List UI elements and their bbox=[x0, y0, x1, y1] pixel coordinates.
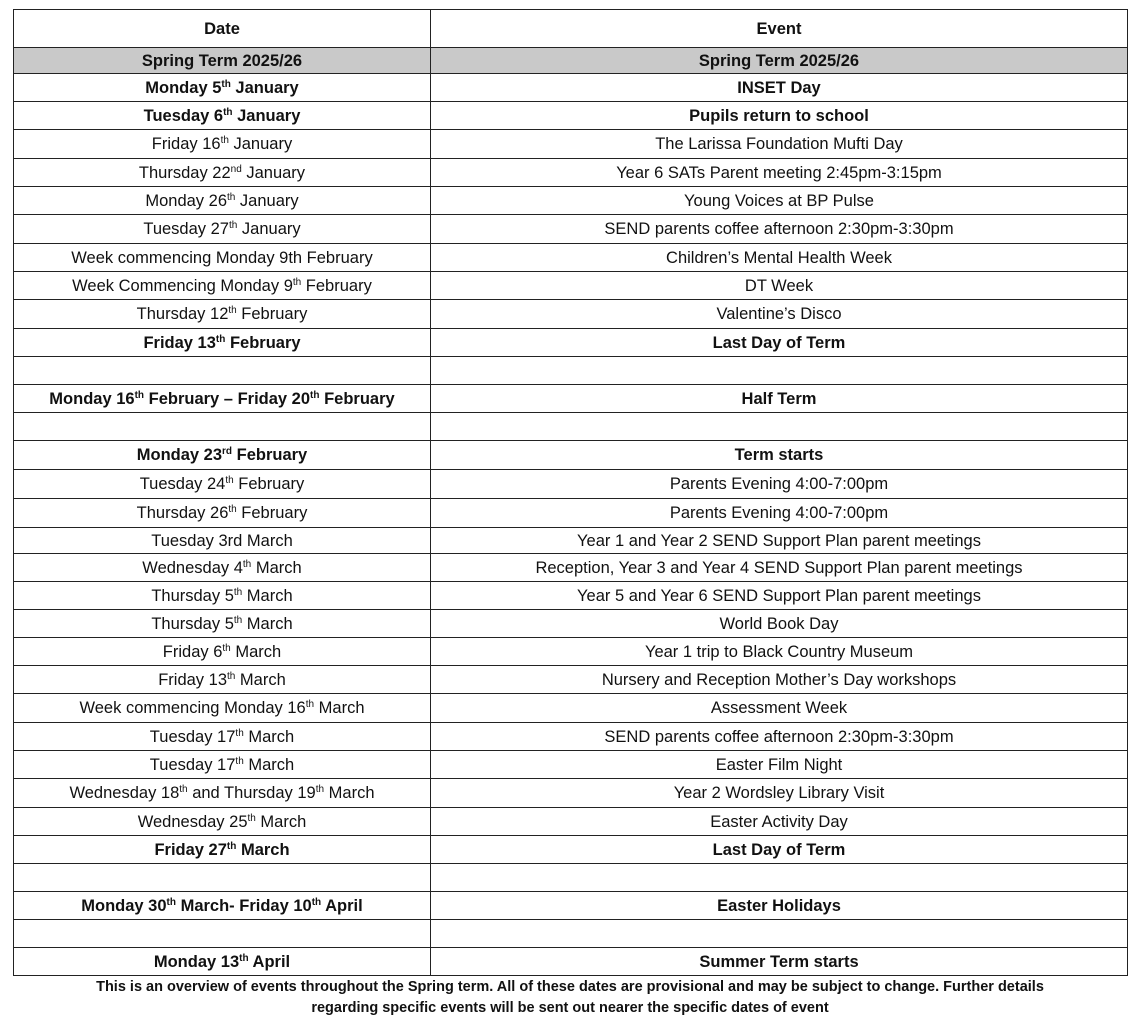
date-text-rest: March bbox=[242, 586, 293, 605]
date-cell bbox=[14, 582, 431, 610]
date-text: Thursday 5 bbox=[151, 614, 234, 633]
table-row bbox=[14, 610, 1128, 638]
event-cell bbox=[431, 920, 1128, 948]
event-cell: Summer Term starts bbox=[431, 948, 1128, 976]
event-cell bbox=[431, 864, 1128, 892]
date-cell bbox=[14, 610, 431, 638]
date-cell bbox=[14, 441, 431, 470]
date-ordinal-suffix: th bbox=[233, 614, 243, 626]
date-text: Wednesday 18 bbox=[69, 784, 180, 802]
date-text: Wednesday 25 bbox=[137, 812, 248, 831]
date-text-rest: February bbox=[225, 333, 301, 352]
date-text-rest: January bbox=[235, 191, 299, 210]
event-cell: Children’s Mental Health Week bbox=[431, 244, 1128, 272]
event-cell bbox=[431, 357, 1128, 385]
table-row bbox=[14, 836, 1128, 864]
date-ordinal-suffix: th bbox=[247, 812, 256, 824]
table-row bbox=[14, 694, 1128, 723]
table-row bbox=[14, 272, 1128, 300]
date-cell bbox=[14, 300, 431, 329]
event-cell: Reception, Year 3 and Year 4 SEND Support Plan parent meetings bbox=[431, 554, 1128, 582]
date-cell bbox=[14, 638, 431, 666]
date-ordinal-suffix: th bbox=[305, 699, 315, 710]
table-row bbox=[14, 528, 1128, 554]
date-text: Thursday 26 bbox=[136, 504, 229, 522]
date-cell bbox=[14, 470, 431, 499]
date-text-rest: March bbox=[243, 727, 295, 746]
date-text: Tuesday 27 bbox=[143, 220, 229, 238]
date-cell bbox=[14, 215, 431, 244]
date-text: Tuesday 6 bbox=[143, 106, 224, 125]
event-cell: Parents Evening 4:00-7:00pm bbox=[431, 470, 1128, 499]
table-row bbox=[14, 499, 1128, 528]
event-cell: Half Term bbox=[431, 385, 1128, 413]
date-ordinal-suffix: th bbox=[233, 586, 243, 598]
date-text: Monday 16 bbox=[49, 389, 135, 408]
table-row bbox=[14, 582, 1128, 610]
table-row bbox=[14, 723, 1128, 751]
table-row bbox=[14, 779, 1128, 808]
date-text: Wednesday 4 bbox=[142, 558, 243, 577]
event-cell: Last Day of Term bbox=[431, 836, 1128, 864]
date-cell bbox=[14, 187, 431, 215]
table-row bbox=[14, 751, 1128, 779]
date-cell bbox=[14, 920, 431, 948]
date-text-rest: March- Friday 10 bbox=[176, 896, 312, 915]
table-header-row bbox=[14, 10, 1128, 48]
date-text: Friday 13 bbox=[158, 670, 227, 689]
event-cell: Easter Film Night bbox=[431, 751, 1128, 779]
date-text-rest: February bbox=[319, 389, 395, 408]
date-cell bbox=[14, 272, 431, 300]
date-text-rest: March bbox=[314, 699, 365, 717]
date-cell bbox=[14, 130, 431, 159]
date-cell bbox=[14, 413, 431, 441]
date-text-rest: and Thursday 19 bbox=[187, 784, 316, 802]
date-cell bbox=[14, 864, 431, 892]
date-cell bbox=[14, 836, 431, 864]
date-text-rest: March bbox=[324, 784, 375, 802]
date-cell bbox=[14, 329, 431, 357]
event-cell: SEND parents coffee afternoon 2:30pm-3:30pm bbox=[431, 723, 1128, 751]
event-cell: Year 6 SATs Parent meeting 2:45pm-3:15pm bbox=[431, 159, 1128, 187]
table-row bbox=[14, 441, 1128, 470]
term-heading-date: Spring Term 2025/26 bbox=[14, 48, 431, 74]
table-row bbox=[14, 385, 1128, 413]
term-heading-event: Spring Term 2025/26 bbox=[431, 48, 1128, 74]
event-cell: Year 5 and Year 6 SEND Support Plan parent meetings bbox=[431, 582, 1128, 610]
date-text: Week commencing Monday 16 bbox=[79, 699, 306, 717]
date-text: Monday 30 bbox=[81, 896, 167, 915]
table-row bbox=[14, 892, 1128, 920]
date-text: Thursday 12 bbox=[136, 305, 229, 323]
table-row bbox=[14, 130, 1128, 159]
date-ordinal-suffix: th bbox=[179, 784, 188, 795]
date-cell bbox=[14, 948, 431, 976]
date-ordinal-suffix: th bbox=[228, 504, 237, 515]
table-row bbox=[14, 215, 1128, 244]
date-ordinal-suffix: th bbox=[235, 755, 244, 767]
event-cell: SEND parents coffee afternoon 2:30pm-3:30pm bbox=[431, 215, 1128, 244]
date-cell bbox=[14, 666, 431, 694]
date-ordinal-suffix: th bbox=[235, 727, 244, 739]
event-cell: Assessment Week bbox=[431, 694, 1128, 723]
table-row bbox=[14, 300, 1128, 329]
date-text-rest: February bbox=[236, 504, 308, 522]
date-ordinal-suffix: nd bbox=[230, 163, 242, 175]
date-text-rest: January bbox=[241, 163, 306, 182]
date-ordinal-suffix: th bbox=[311, 896, 322, 908]
date-ordinal-suffix: th bbox=[228, 305, 237, 316]
date-text: Friday 16 bbox=[151, 135, 221, 153]
date-cell bbox=[14, 499, 431, 528]
footer-note bbox=[20, 977, 1120, 1019]
table-row bbox=[14, 187, 1128, 215]
date-text-rest: February bbox=[233, 475, 305, 493]
footer-note-line-2: regarding specific events will be sent out nearer the specific dates of event bbox=[311, 1000, 829, 1016]
date-text: Monday 23 bbox=[136, 446, 223, 464]
table-row bbox=[14, 666, 1128, 694]
date-text: Monday 26 bbox=[145, 191, 227, 210]
date-ordinal-suffix: th bbox=[225, 475, 234, 486]
date-text-rest: January bbox=[232, 106, 301, 125]
date-cell bbox=[14, 751, 431, 779]
table-row bbox=[14, 102, 1128, 130]
date-text-rest: January bbox=[237, 220, 301, 238]
date-text: Thursday 22 bbox=[138, 163, 231, 182]
event-cell: Year 1 and Year 2 SEND Support Plan parent meetings bbox=[431, 528, 1128, 554]
table-row bbox=[14, 638, 1128, 666]
date-text: Monday 5 bbox=[145, 78, 222, 97]
date-ordinal-suffix: rd bbox=[222, 446, 233, 457]
date-text: Friday 13 bbox=[143, 333, 216, 352]
event-column-header: Event bbox=[431, 10, 1128, 48]
date-cell bbox=[14, 357, 431, 385]
term-heading-row bbox=[14, 48, 1128, 74]
date-text-rest: April bbox=[248, 952, 291, 971]
date-text-rest: March bbox=[242, 614, 293, 633]
date-ordinal-suffix: th bbox=[222, 642, 231, 654]
date-text: Tuesday 24 bbox=[139, 475, 226, 493]
date-ordinal-suffix: th bbox=[226, 840, 237, 852]
date-ordinal-suffix: th bbox=[227, 670, 236, 682]
blank-row bbox=[14, 413, 1128, 441]
date-cell bbox=[14, 554, 431, 582]
date-text-rest: February bbox=[236, 305, 308, 323]
date-text-rest: April bbox=[321, 896, 363, 915]
date-ordinal-suffix: th bbox=[310, 389, 320, 401]
date-cell bbox=[14, 102, 431, 130]
date-text-rest: January bbox=[230, 78, 299, 97]
table-row bbox=[14, 74, 1128, 102]
date-cell bbox=[14, 528, 431, 554]
event-cell: Pupils return to school bbox=[431, 102, 1128, 130]
date-cell bbox=[14, 694, 431, 723]
date-text-rest: March bbox=[251, 558, 302, 577]
event-cell: INSET Day bbox=[431, 74, 1128, 102]
table-row bbox=[14, 948, 1128, 976]
event-cell: Easter Holidays bbox=[431, 892, 1128, 920]
date-cell bbox=[14, 808, 431, 836]
blank-row bbox=[14, 357, 1128, 385]
date-text: Friday 6 bbox=[162, 642, 223, 661]
date-text-rest: February – Friday 20 bbox=[144, 389, 311, 408]
event-cell: Term starts bbox=[431, 441, 1128, 470]
date-ordinal-suffix: th bbox=[227, 191, 236, 203]
event-cell: DT Week bbox=[431, 272, 1128, 300]
date-text-rest: February bbox=[301, 276, 372, 295]
date-cell bbox=[14, 385, 431, 413]
date-text: Tuesday 17 bbox=[149, 755, 236, 774]
table-row bbox=[14, 808, 1128, 836]
date-ordinal-suffix: th bbox=[228, 220, 238, 231]
date-ordinal-suffix: th bbox=[166, 896, 176, 908]
date-text-rest: January bbox=[228, 135, 293, 153]
date-text: Monday 13 bbox=[153, 952, 240, 971]
event-cell: Year 1 trip to Black Country Museum bbox=[431, 638, 1128, 666]
date-ordinal-suffix: th bbox=[215, 333, 226, 345]
date-text-rest: February bbox=[232, 446, 308, 464]
date-ordinal-suffix: th bbox=[221, 78, 231, 90]
date-text-rest: March bbox=[235, 670, 286, 689]
date-text: Week Commencing Monday 9 bbox=[72, 276, 293, 295]
date-text-rest: March bbox=[255, 812, 307, 831]
table-row bbox=[14, 329, 1128, 357]
date-cell bbox=[14, 74, 431, 102]
date-text: Week commencing Monday 9th February bbox=[71, 248, 373, 267]
blank-row bbox=[14, 920, 1128, 948]
date-cell bbox=[14, 892, 431, 920]
date-cell bbox=[14, 723, 431, 751]
date-ordinal-suffix: th bbox=[223, 106, 233, 118]
date-ordinal-suffix: th bbox=[292, 276, 302, 288]
event-cell: Parents Evening 4:00-7:00pm bbox=[431, 499, 1128, 528]
date-text: Tuesday 17 bbox=[149, 727, 236, 746]
date-ordinal-suffix: th bbox=[315, 784, 325, 795]
blank-row bbox=[14, 864, 1128, 892]
date-text: Tuesday 3rd March bbox=[151, 531, 293, 550]
event-cell: World Book Day bbox=[431, 610, 1128, 638]
date-text-rest: March bbox=[230, 642, 282, 661]
event-cell: Last Day of Term bbox=[431, 329, 1128, 357]
table-row bbox=[14, 470, 1128, 499]
date-cell bbox=[14, 244, 431, 272]
event-cell: The Larissa Foundation Mufti Day bbox=[431, 130, 1128, 159]
date-ordinal-suffix: th bbox=[242, 558, 252, 570]
date-text-rest: March bbox=[236, 840, 290, 859]
event-cell: Year 2 Wordsley Library Visit bbox=[431, 779, 1128, 808]
table-row bbox=[14, 554, 1128, 582]
date-text: Thursday 5 bbox=[151, 586, 234, 605]
date-ordinal-suffix: th bbox=[220, 135, 229, 146]
event-cell: Valentine’s Disco bbox=[431, 300, 1128, 329]
event-cell: Young Voices at BP Pulse bbox=[431, 187, 1128, 215]
footer-note-line-1: This is an overview of events throughout the Spring term. All of these dates are provisional and may be subject to change. Further details bbox=[96, 979, 1044, 995]
date-text-rest: March bbox=[243, 755, 295, 774]
date-ordinal-suffix: th bbox=[239, 952, 249, 964]
event-cell bbox=[431, 413, 1128, 441]
event-cell: Easter Activity Day bbox=[431, 808, 1128, 836]
date-ordinal-suffix: th bbox=[134, 389, 145, 401]
table-row bbox=[14, 244, 1128, 272]
date-cell bbox=[14, 159, 431, 187]
date-column-header: Date bbox=[14, 10, 431, 48]
events-calendar-table bbox=[13, 9, 1128, 976]
date-cell bbox=[14, 779, 431, 808]
event-cell: Nursery and Reception Mother’s Day workshops bbox=[431, 666, 1128, 694]
date-text: Friday 27 bbox=[154, 840, 227, 859]
table-row bbox=[14, 159, 1128, 187]
